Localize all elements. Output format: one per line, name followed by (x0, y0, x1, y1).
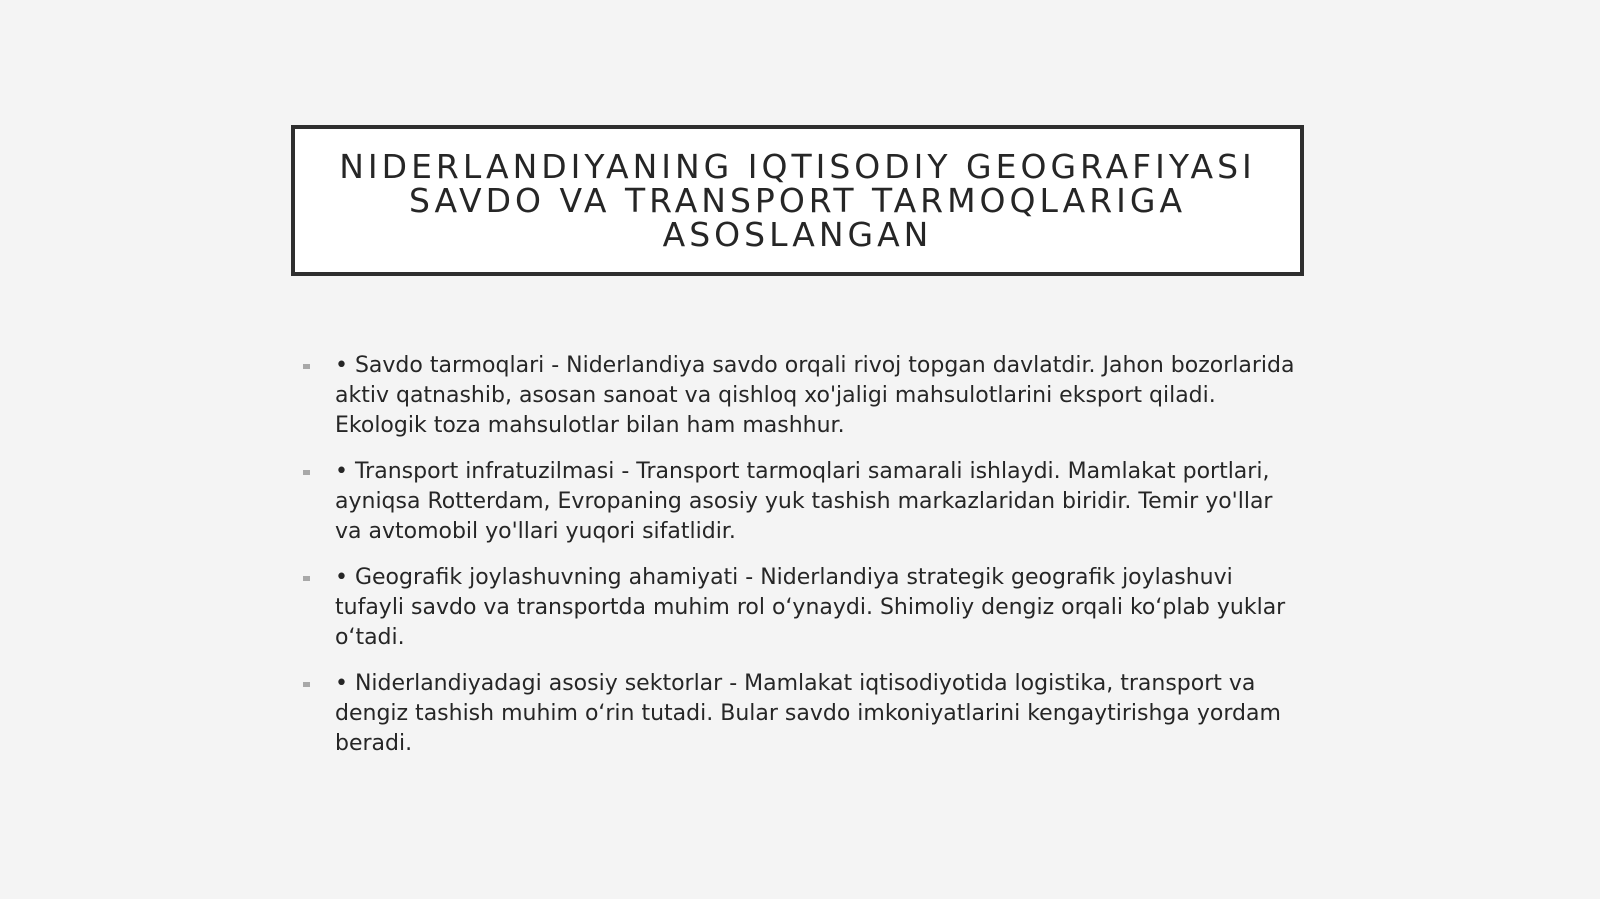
bullet-item (303, 563, 1303, 653)
bullet-item (303, 351, 1303, 441)
bullet-marker-icon (303, 682, 310, 687)
bullet-list (303, 351, 1303, 775)
bullet-text: • Geografik joylashuvning ahamiyati - Niderlandiya strategik geografik joylashuvi tufayli savdo va transportda muhim rol o‘ynaydi. Shimoliy dengiz orqali ko‘plab yuklar o‘tadi. (335, 565, 1286, 650)
bullet-marker-icon (303, 576, 310, 581)
bullet-marker-icon (303, 470, 310, 475)
title-box (291, 125, 1304, 276)
bullet-item (303, 669, 1303, 759)
bullet-text: • Savdo tarmoqlari - Niderlandiya savdo orqali rivoj topgan davlatdir. Jahon bozorlarida aktiv qatnashib, asosan sanoat va qishloq xo'jaligi mahsulotlarini eksport qiladi. Ekologik toza mahsulotlar bilan ham mashhur. (335, 353, 1295, 438)
bullet-item (303, 457, 1303, 547)
slide-title: NIDERLANDIYANING IQTISODIY GEOGRAFIYASI SAVDO VA TRANSPORT TARMOQLARIGA ASOSLANGAN (339, 146, 1256, 254)
bullet-marker-icon (303, 364, 310, 369)
bullet-text: • Niderlandiyadagi asosiy sektorlar - Mamlakat iqtisodiyotida logistika, transport va dengiz tashish muhim o‘rin tutadi. Bular savdo imkoniyatlarini kengaytirishga yordam beradi. (335, 671, 1281, 756)
bullet-text: • Transport infratuzilmasi - Transport tarmoqlari samarali ishlaydi. Mamlakat portlari, ayniqsa Rotterdam, Evropaning asosiy yuk tashish markazlaridan biridir. Temir yo'llar va avtomobil yo'llari yuqori sifatlidir. (335, 459, 1273, 544)
